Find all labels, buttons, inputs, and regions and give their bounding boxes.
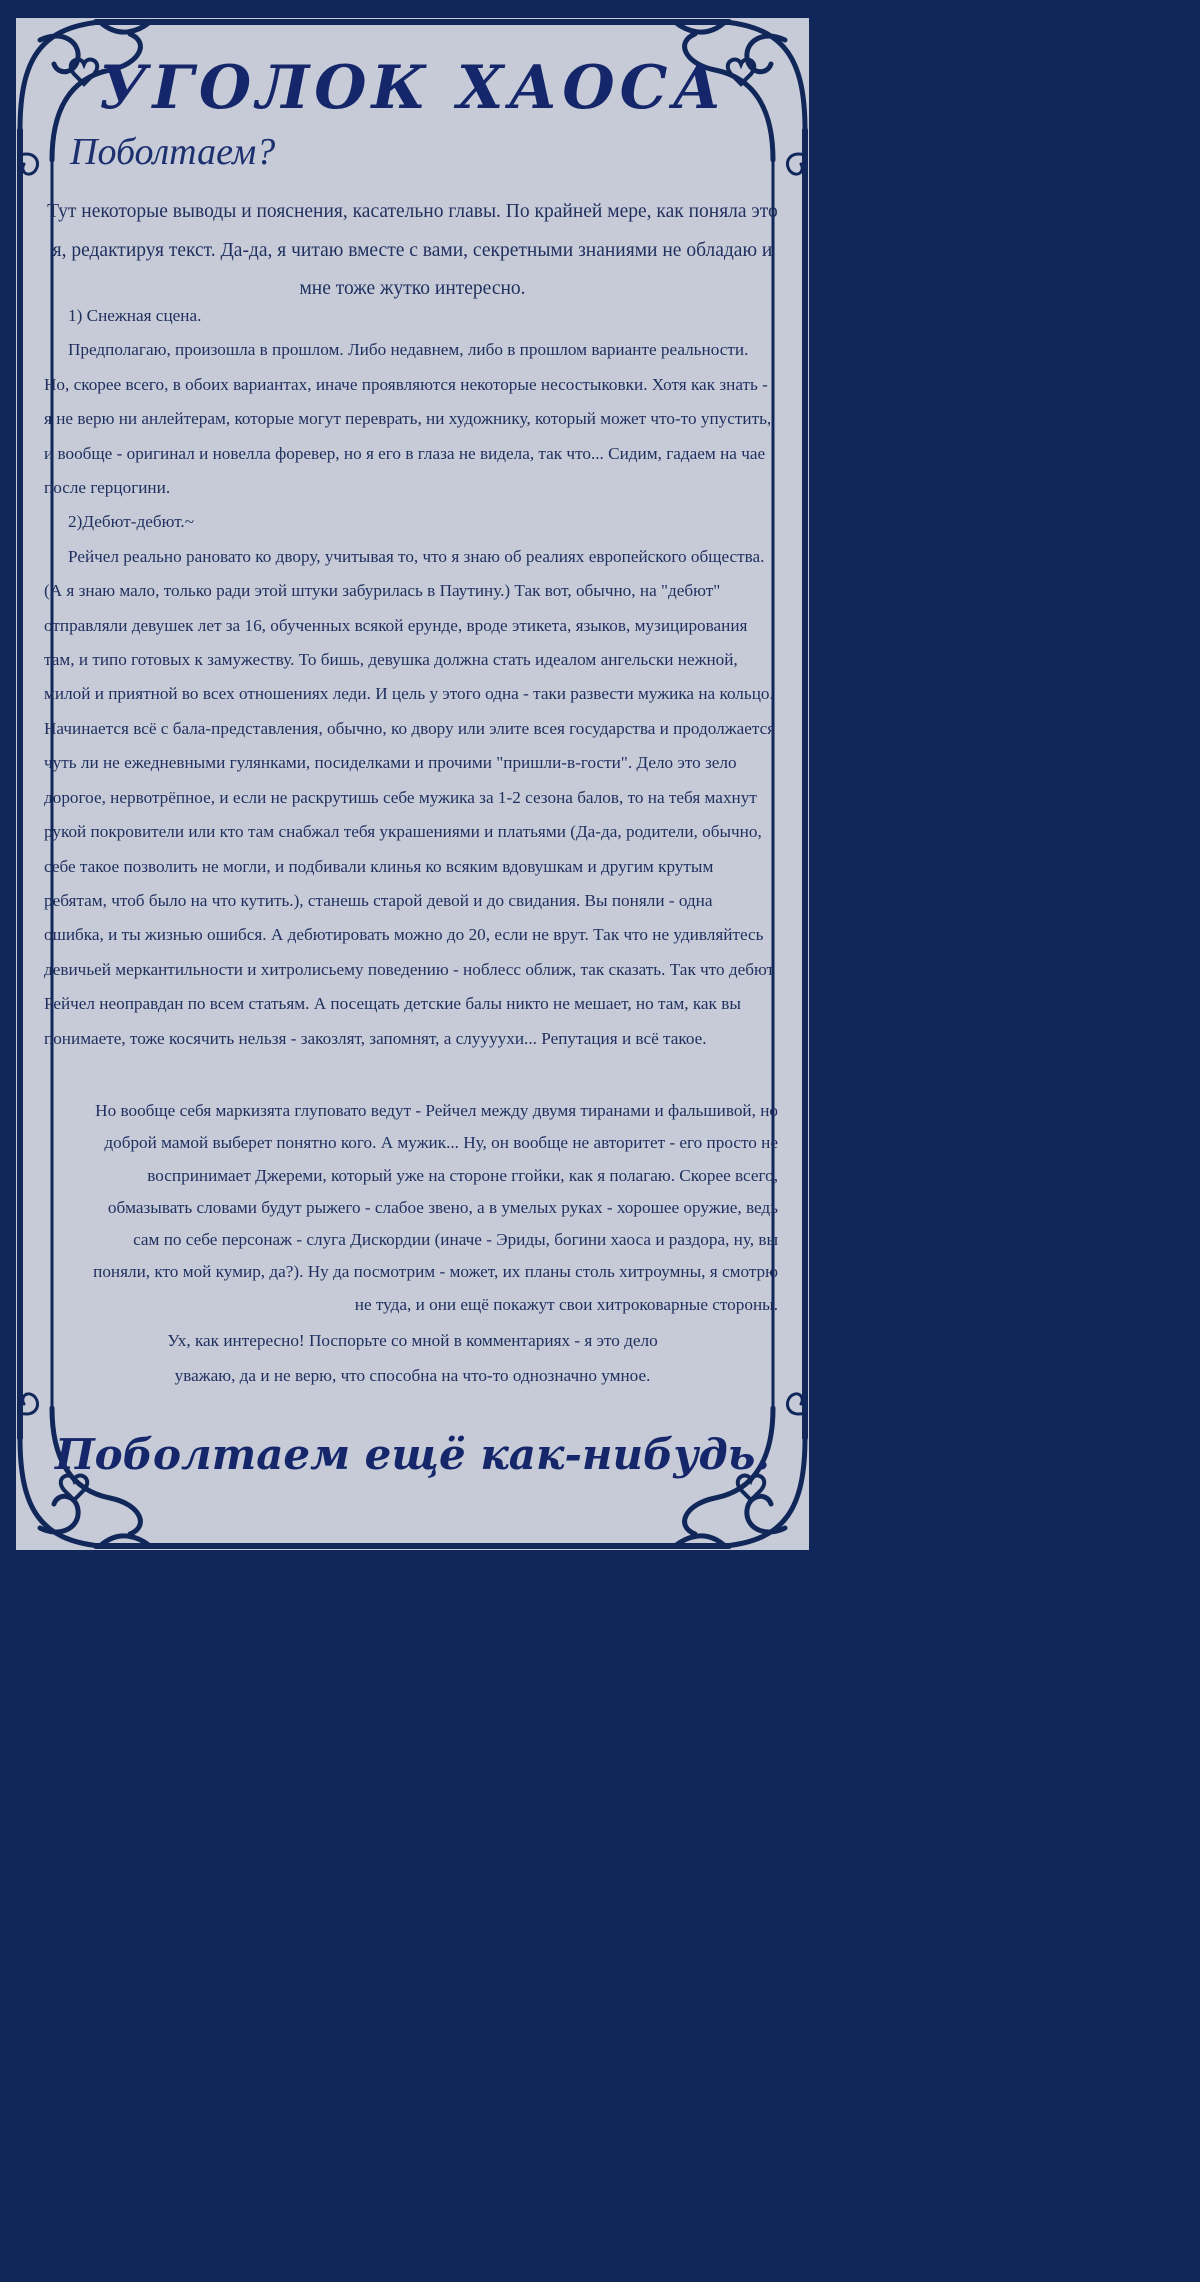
page-subtitle: Поболтаем? xyxy=(70,131,276,173)
section-heading: 2)Дебют-дебют.~ xyxy=(68,512,195,532)
body-paragraph: Рейчел реально рановато ко двору, учитывая то, что я знаю об реалиях европейского общества. (А я знаю мало, только ради этой штуки забурилась в Паутину.) Так вот, обычно, на "дебют" отправляли девушек лет за 16, обученных всякой ерунде, вроде этикета, языков, музицирования там, и типо готовых к замужеству. То бишь, девушка должна стать идеалом ангельски нежной, милой и приятной во всех отношениях леди. И цель у этого одна - таки развести мужика на кольцо. Начинается всё с бала-представления, обычно, ко двору или элите всея государства и продолжается чуть ли не ежедневными гулянками, посиделками и прочими "пришли-в-гости". Дело это зело дорогое, нервотрёпное, и если не раскрутишь себе мужика за 1-2 сезона балов, то на тебя махнут рукой покровители или кто там снабжал тебя украшениями и платьями (Да-да, родители, обычно, себе такое позволить не могли, и подбивали клинья ко всяким вдовушкам и другим крутым ребятам, чтоб было на что кутить.), станешь старой девой и до свидания. Вы поняли - одна ошибка, и ты жизнью ошибся. А дебютировать можно до 20, если не врут. Так что не удивляйтесь девичьей меркантильности и хитролисьему поведению - ноблесс оближ, так сказать. Так что дебют Рейчел неоправдан по всем статьям. А посещать детские балы никто не мешает, но там, как вы понимаете, тоже косячить нельзя - закозлят, запомнят, а слуууухи... Репутация и всё такое. xyxy=(44,546,776,1048)
body-paragraph: Предполагаю, произошла в прошлом. Либо недавнем, либо в прошлом варианте реальности. Но, скорее всего, в обоих вариантах, иначе проявляются некоторые несостыковки. Хотя как знать - я не верю ни анлейтерам, которые могут переврать, ни художнику, который может что-то упустить, и вообще - оригинал и новелла форевер, но я его в глаза не видела, так что... Сидим, гадаем на чае после герцогини. xyxy=(44,340,772,498)
intro-paragraph: Тут некоторые выводы и пояснения, касательно главы. По крайней мере, как поняла это я, редактируя текст. Да-да, я читаю вместе с вами, секретными знаниями не обладаю и мне тоже жутко интересно. xyxy=(47,201,778,299)
body-paragraph-right: Но вообще себя маркизята глуповато ведут - Рейчел между двумя тиранами и фальшивой, но доброй мамой выберет понятно кого. А мужик... Ну, он вообще не авторитет - его просто не воспринимает Джереми, который уже на стороне ггойки, как я полагаю. Скорее всего, обмазывать словами будут рыжего - слабое звено, а в умелых руках - хорошее оружие, ведь сам по себе персонаж - слуга Дискордии (иначе - Эриды, богини хаоса и раздора, ну, вы поняли, кто мой кумир, да?). Ну да посмотрим - может, их планы столь хитроумны, я смотрю не туда, и они ещё покажут свои хитроковарные стороны. xyxy=(93,1101,778,1314)
page xyxy=(0,0,825,1568)
section-heading: 1) Снежная сцена. xyxy=(68,306,202,325)
closing-paragraph: Ух, как интересно! Поспорьте со мной в комментариях - я это дело уважаю, да и не верю, что способна на что-то однозначно умное. xyxy=(167,1331,658,1385)
page-title: УГОЛОК ХАОСА xyxy=(98,53,727,123)
sign-off: Поболтаем ещё как-нибудь. xyxy=(54,1430,771,1479)
main-text xyxy=(44,299,776,1056)
